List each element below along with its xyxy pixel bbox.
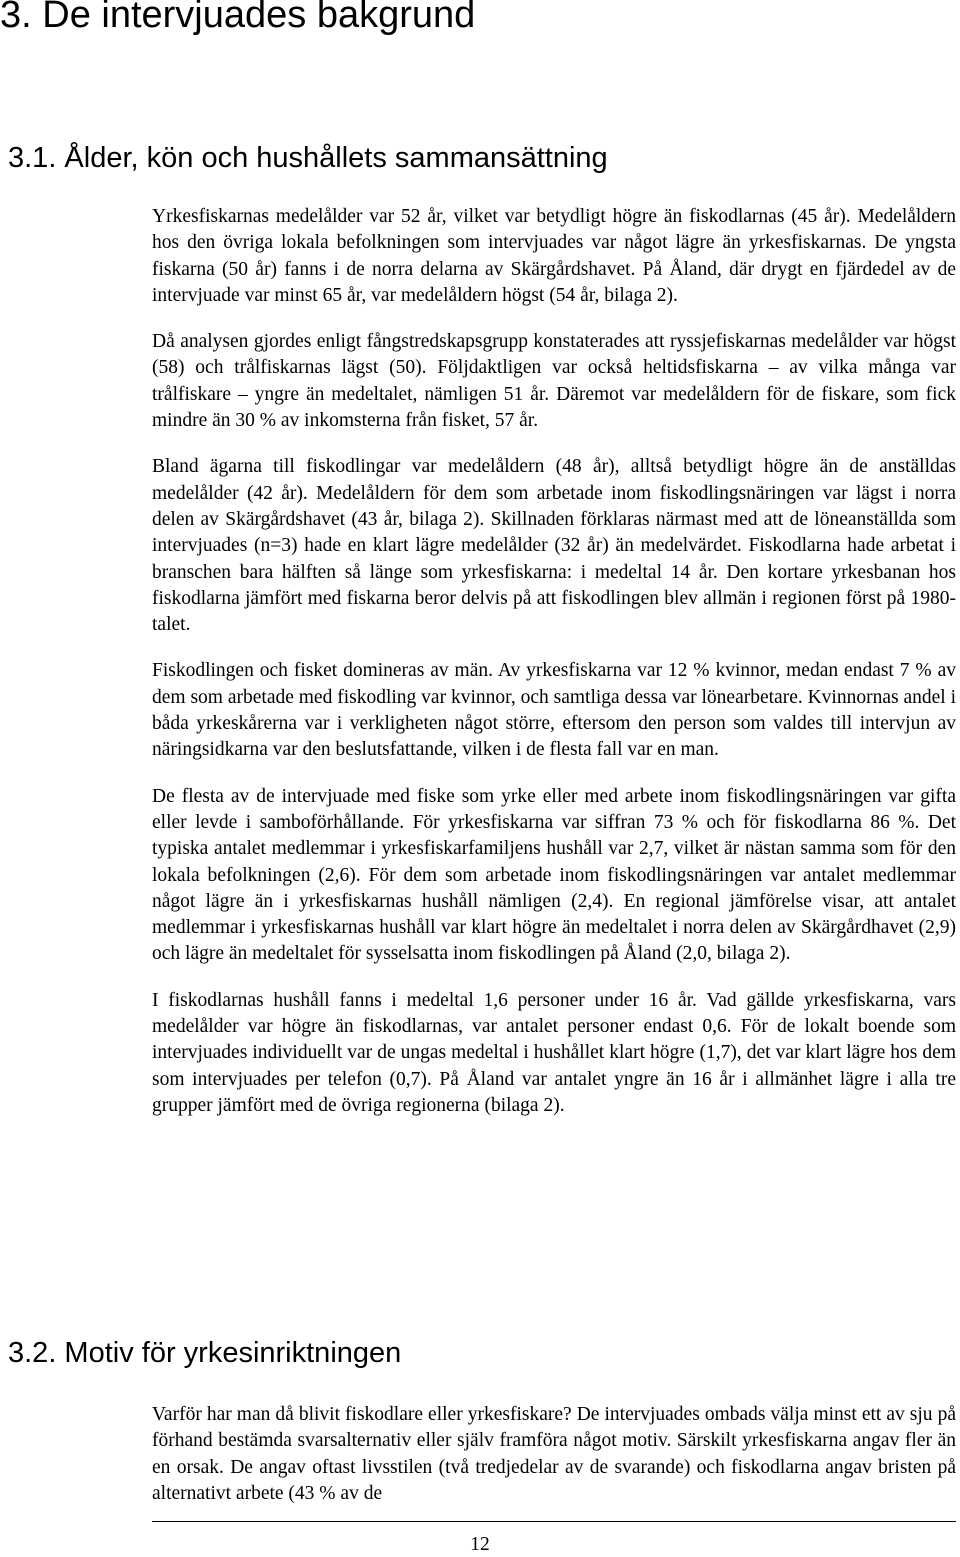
paragraph: De flesta av de intervjuade med fiske som yrke eller med arbete inom fiskodlingsnäringen var gifta eller levde i samboförhållande. För yrkesfiskarna var siffran 73 % och för fiskodlarna 86 %. Det typiska antalet medlemmar i yrkesfiskarfamiljens hushåll var 2,7, vilket är nästan samma som för den lokala befolkningen (2,6). För dem som arbetade inom fiskodlingsnäringen var antalet medlemmar något lägre än i yrkesfiskarnas hushåll nämligen (2,4). En regional jämförelse visar, att antalet medlemmar i yrkesfiskarnas hushåll var klart högre än medeltalet i norra delen av Skärgårdhavet (2,9) och lägre än medeltalet för sysselsatta inom fiskodlingen på Åland (2,0, bilaga 2). — [152, 785, 956, 965]
paragraph: Yrkesfiskarnas medelålder var 52 år, vilket var betydligt högre än fiskodlarnas (45 år). Medelåldern hos den övriga lokala befolkningen som intervjuades var något lägre än yrkesfiskarnas. De yngsta fiskarna (50 år) fanns i de norra delarna av Skärgårdshavet. På Åland, där drygt en fjärdedel av de intervjuade var minst 65 år, var medelåldern högst (54 år, bilaga 2). — [152, 206, 956, 306]
paragraph: Fiskodlingen och fisket domineras av män. Av yrkesfiskarna var 12 % kvinnor, medan endast 7 % av dem som arbetade med fiskodling var kvinnor, och samtliga dessa var lönearbetare. Kvinnornas andel i båda yrkeskårerna var i verkligheten något större, eftersom den person som valdes till intervjun av näringsidkarna var den beslutsfattande, vilken i de flesta fall var en man. — [152, 660, 956, 761]
page-number: 12 — [470, 1534, 490, 1555]
footer-divider — [152, 1521, 956, 1522]
paragraph: Varför har man då blivit fiskodlare eller yrkesfiskare? De intervjuades ombads välja minst ett av sju på förhand bestämda svarsalternativ eller själv framföra något motiv. Särskilt yrkesfiskarna angav fler än en orsak. De angav oftast livsstilen (två tredjedelar av de svarande) och fiskodlarna angav bristen på alternativt arbete (43 % av de — [152, 1404, 956, 1504]
section-heading-3-2: 3.2. Motiv för yrkesinriktningen — [8, 1337, 402, 1369]
section-3-1-body — [152, 204, 956, 1139]
paragraph: I fiskodlarnas hushåll fanns i medeltal 1,6 personer under 16 år. Vad gällde yrkesfiskarna, vars medelålder var högre än fiskodlarnas, var antalet personer endast 0,6. För de lokalt boende som intervjuades individuellt var de ungas medeltal i hushållet klart högre (1,7), det var klart lägre hos dem som intervjuades per telefon (0,7). På Åland var antalet yngre än 16 år i allmänhet lägre i alla tre grupper jämfört med de övriga regionerna (bilaga 2). — [152, 989, 956, 1116]
chapter-title: 3. De intervjuades bakgrund — [0, 0, 476, 36]
section-3-2-body — [152, 1402, 956, 1527]
paragraph: Då analysen gjordes enligt fångstredskapsgrupp konstaterades att ryssjefiskarnas medelålder var högst (58) och trålfiskarnas lägst (50). Följdaktligen var också heltidsfiskarna – av vilka många var trålfiskare – yngre än medeltalet, nämligen 51 år. Däremot var medelåldern för de fiskare, som fick mindre än 30 % av inkomsterna från fisket, 57 år. — [152, 331, 956, 432]
paragraph: Bland ägarna till fiskodlingar var medelåldern (48 år), alltså betydligt högre än de anställdas medelålder (42 år). Medelåldern för dem som arbetade inom fiskodlingsnäringen var lägst i norra delen av Skärgårdshavet (43 år, bilaga 2). Skillnaden förklaras närmast med att de löneanställda som intervjuades (n=3) hade en klart lägre medelålder (32 år) än medelvärdet. Fiskodlarna hade arbetat i branschen bara hälften så länge som yrkesfiskarna: i medeltal 14 år. Den kortare yrkesbanan hos fiskodlarna jämfört med fiskarna beror delvis på att fiskodlingen blev allmän i regionen först på 1980-talet. — [152, 456, 956, 636]
section-heading-3-1: 3.1. Ålder, kön och hushållets sammansättning — [8, 142, 608, 174]
